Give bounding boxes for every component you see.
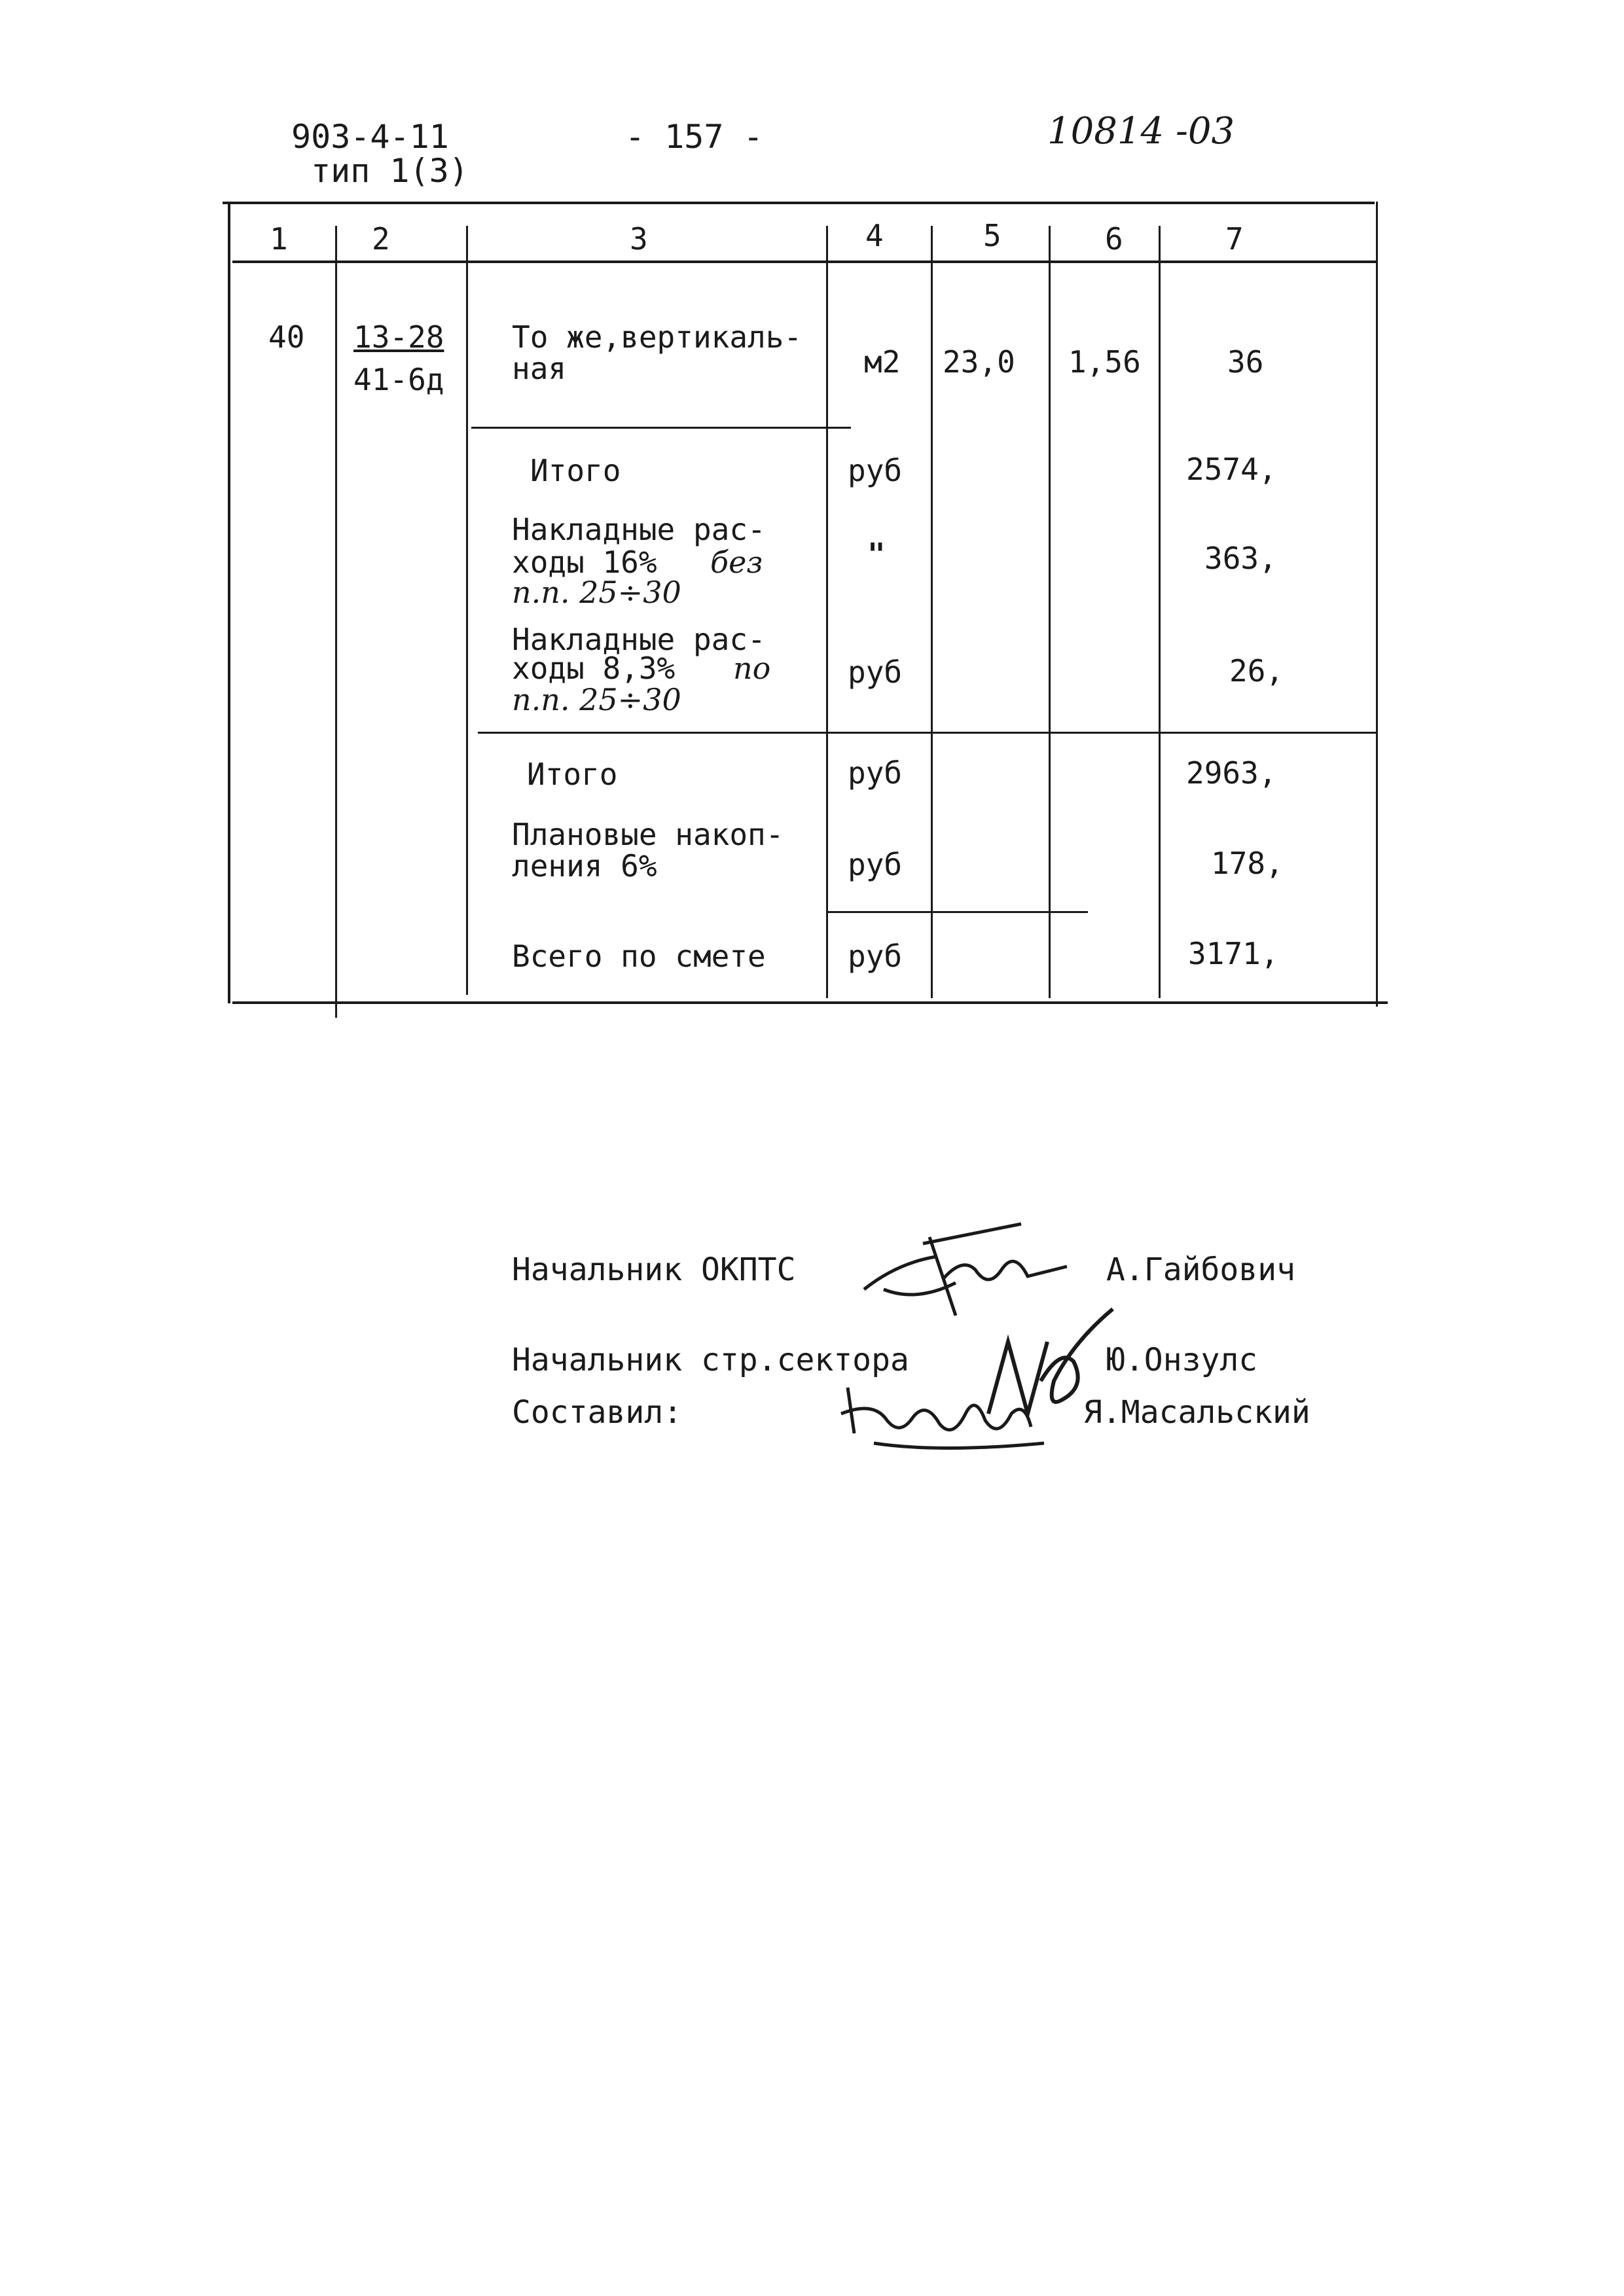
col-header-2: 2 (372, 221, 390, 257)
overhead1-unit: " (867, 537, 886, 572)
row40-price: 1,56 (1068, 344, 1141, 380)
signer2-role: Начальник стр.сектора (512, 1342, 909, 1378)
series-number: 903-4-11 (291, 118, 449, 156)
rule-after-overheads (478, 732, 1378, 734)
table-left-border (228, 202, 230, 1003)
col-sep-6-7 (1159, 226, 1161, 998)
col-header-6: 6 (1105, 221, 1123, 257)
signature-3-handwritten (835, 1374, 1057, 1453)
rule-after-row40 (471, 427, 851, 429)
signer3-role: Составил: (512, 1394, 683, 1431)
table-top-border (223, 202, 1375, 204)
row40-code-top: 13-28 (353, 319, 444, 355)
row40-desc-line1: То же,вертикаль- (512, 319, 803, 355)
col-header-4: 4 (865, 218, 884, 253)
subtotal2-label: Итого (527, 757, 618, 792)
overhead1-line2-handwritten: без (710, 545, 763, 580)
savings-line2: ления 6% (512, 848, 657, 884)
overhead2-sum: 26, (1229, 653, 1284, 689)
row40-number: 40 (268, 319, 305, 355)
overhead1-line1: Накладные рас- (512, 512, 766, 547)
overhead1-sum: 363, (1204, 541, 1277, 576)
type-label: тип 1(3) (311, 152, 469, 190)
row40-sum: 36 (1227, 344, 1264, 380)
total-label: Всего по смете (512, 939, 766, 974)
overhead2-unit: руб (848, 655, 903, 690)
subtotal2-sum: 2963, (1186, 755, 1277, 791)
page-number: - 157 - (625, 118, 763, 156)
row40-code-bottom: 41-6д (353, 362, 444, 397)
rule-before-total (826, 911, 1088, 913)
col-sep-2-3 (466, 226, 468, 995)
col-header-1: 1 (270, 221, 288, 257)
row40-unit: м2 (864, 344, 901, 380)
signer3-name: Я.Масальский (1083, 1394, 1310, 1431)
overhead2-line1: Накладные рас- (512, 622, 766, 657)
row40-desc-line2: ная (512, 351, 567, 386)
subtotal1-label: Итого (530, 453, 621, 488)
col-sep-3-4 (826, 226, 828, 998)
savings-unit: руб (848, 847, 903, 882)
overhead2-line2: ходы 8,3% (512, 651, 676, 686)
col-sep-4-5 (931, 226, 933, 998)
subtotal1-sum: 2574, (1186, 452, 1277, 487)
signer2-name: Ю.Онзулс (1106, 1342, 1258, 1378)
total-sum: 3171, (1188, 936, 1279, 971)
overhead2-line3-handwritten: п.п. 25÷30 (512, 682, 681, 717)
col-header-5: 5 (983, 218, 1001, 253)
overhead1-line2: ходы 16% (512, 545, 657, 580)
overhead2-line2-handwritten: по (733, 651, 771, 686)
document-number: 10814 -03 (1047, 110, 1235, 152)
total-unit: руб (848, 939, 903, 974)
subtotal2-unit: руб (848, 755, 903, 791)
table-bottom-border (232, 1001, 1388, 1004)
row40-qty: 23,0 (943, 344, 1015, 380)
subtotal1-unit: руб (848, 453, 903, 488)
savings-line1: Плановые накоп- (512, 817, 784, 852)
header-bottom-border (232, 260, 1378, 263)
col-sep-5-6 (1049, 226, 1051, 998)
col-header-7: 7 (1225, 221, 1244, 257)
signer1-name: А.Гайбович (1106, 1251, 1295, 1288)
col-sep-1-2 (335, 226, 337, 1018)
col-header-3: 3 (630, 221, 648, 257)
table-right-border (1376, 202, 1378, 1007)
signer1-role: Начальник ОКПТС (512, 1251, 796, 1288)
overhead1-line3-handwritten: п.п. 25÷30 (512, 575, 681, 610)
savings-sum: 178, (1211, 846, 1284, 881)
